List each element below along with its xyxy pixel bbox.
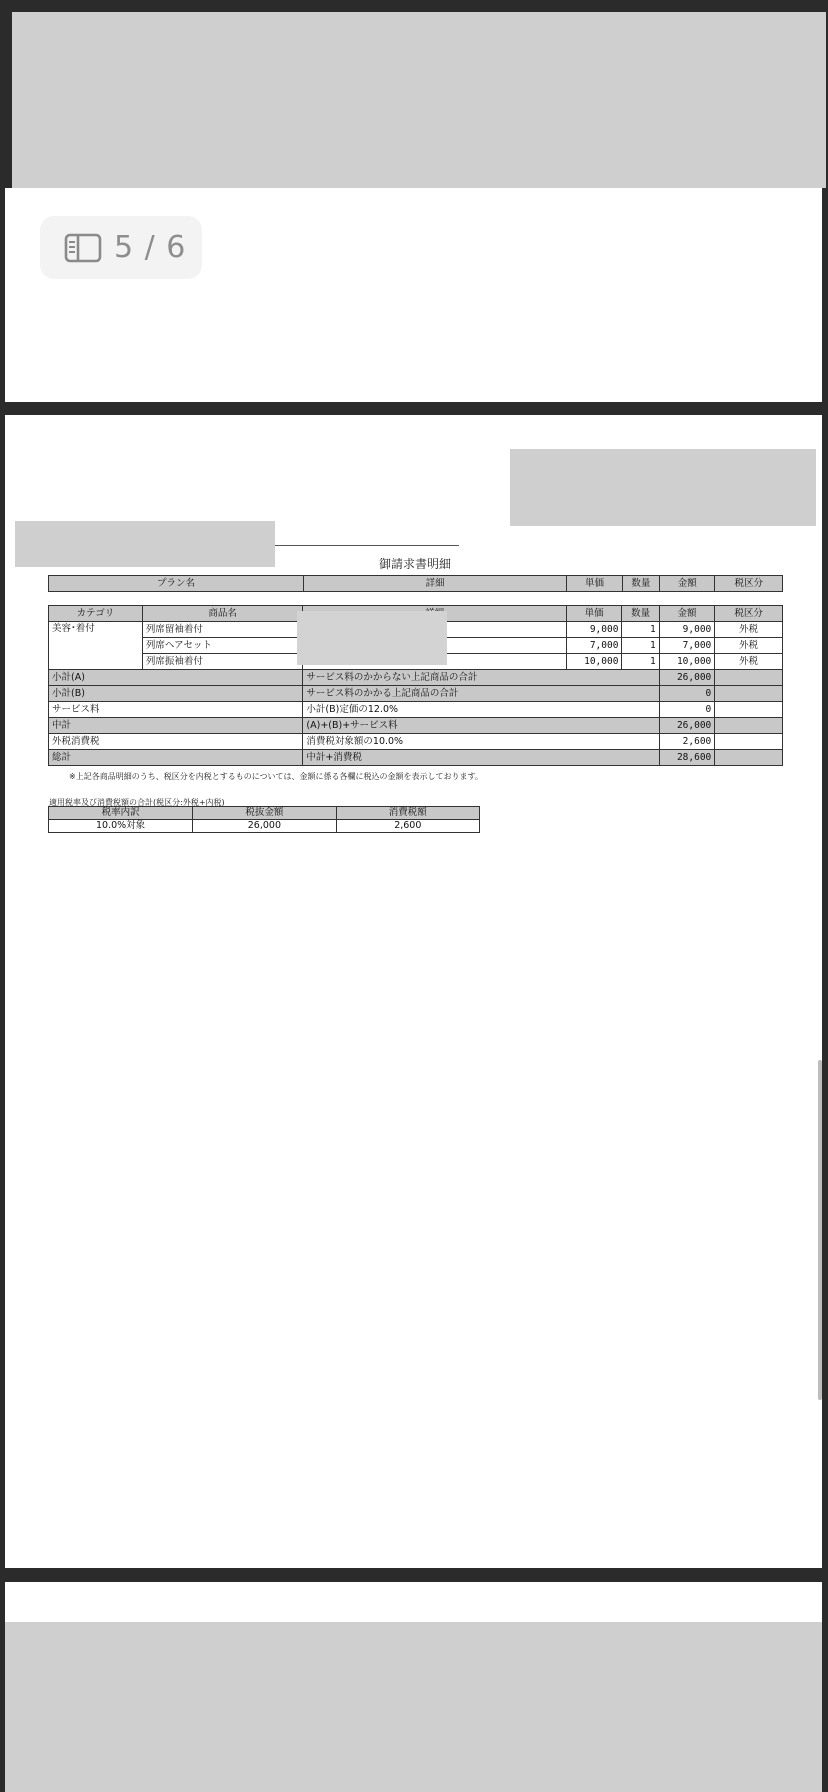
- summary-label: 外税消費税: [49, 734, 303, 750]
- summary-desc: サービス料のかかる上記商品の合計: [303, 686, 659, 702]
- summary-label: 小計(A): [49, 670, 303, 686]
- plan-table: [48, 575, 783, 592]
- summary-label: 中計: [49, 718, 303, 734]
- summary-desc: (A)+(B)+サービス料: [303, 718, 659, 734]
- summary-row: [49, 718, 783, 734]
- summary-label: 小計(B): [49, 686, 303, 702]
- redacted-footer-area: [5, 1622, 822, 1792]
- col-amount: 金額: [659, 606, 715, 622]
- amount: 10,000: [659, 654, 715, 670]
- col-qty: 数量: [622, 606, 659, 622]
- col-unit-price: 単価: [567, 576, 622, 592]
- summary-amount: 2,600: [659, 734, 715, 750]
- col-qty: 数量: [622, 576, 659, 592]
- redacted-detail-cells: [297, 611, 447, 665]
- redacted-header-area: [12, 12, 826, 188]
- summary-label: 総計: [49, 750, 303, 766]
- col-tax-type: 税区分: [715, 576, 783, 592]
- table-row: [49, 820, 480, 833]
- summary-desc: サービス料のかからない上記商品の合計: [303, 670, 659, 686]
- summary-amount: 0: [659, 686, 715, 702]
- quantity: 1: [622, 622, 659, 638]
- tax-amount: 2,600: [336, 820, 479, 833]
- product-name: 列席留袖着付: [142, 622, 303, 638]
- col-tax-rate: 税率内訳: [49, 807, 193, 820]
- amount: 7,000: [659, 638, 715, 654]
- amount: 9,000: [659, 622, 715, 638]
- unit-price: 10,000: [566, 654, 622, 670]
- unit-price: 7,000: [566, 638, 622, 654]
- summary-amount: 0: [659, 702, 715, 718]
- page-indicator[interactable]: [40, 216, 202, 279]
- tax-note: ※上記各商品明細のうち、税区分を内税とするものについては、金額に係る各欄に税込の金額を表示しております。: [69, 772, 483, 781]
- summary-desc: 消費税対象額の10.0%: [303, 734, 659, 750]
- quantity: 1: [622, 654, 659, 670]
- col-amount: 金額: [659, 576, 714, 592]
- summary-desc: 小計(B)定価の12.0%: [303, 702, 659, 718]
- summary-amount: 26,000: [659, 670, 715, 686]
- page-number-text: 5 / 6: [114, 230, 187, 265]
- product-name: 列席振袖着付: [142, 654, 303, 670]
- summary-row: [49, 702, 783, 718]
- tax-type: 外税: [715, 654, 783, 670]
- quantity: 1: [622, 638, 659, 654]
- tax-type: 外税: [715, 638, 783, 654]
- summary-desc: 中計+消費税: [303, 750, 659, 766]
- product-name: 列席ヘアセット: [142, 638, 303, 654]
- summary-amount: 28,600: [659, 750, 715, 766]
- tax-type: 外税: [715, 622, 783, 638]
- invoice-title: 御請求書明細: [378, 557, 451, 571]
- col-tax-amount: 消費税額: [336, 807, 479, 820]
- unit-price: 9,000: [566, 622, 622, 638]
- summary-label: サービス料: [49, 702, 303, 718]
- tax-summary-table: [48, 806, 480, 833]
- recipient-underline: [275, 545, 459, 546]
- summary-row: [49, 686, 783, 702]
- col-tax-type: 税区分: [715, 606, 783, 622]
- scrollbar[interactable]: [818, 1060, 822, 1400]
- invoice-page: [5, 415, 822, 1568]
- summary-row: [49, 734, 783, 750]
- col-detail: 詳細: [304, 576, 567, 592]
- col-pre-tax: 税抜金額: [193, 807, 336, 820]
- category-cell: 美容･着付: [49, 622, 143, 670]
- tax-rate: 10.0%対象: [49, 820, 193, 833]
- col-category: カテゴリ: [49, 606, 143, 622]
- summary-row: [49, 750, 783, 766]
- redacted-address-block: [510, 449, 816, 526]
- sidebar-panel-icon: [64, 233, 102, 263]
- summary-row: [49, 670, 783, 686]
- col-plan-name: プラン名: [49, 576, 304, 592]
- col-unit-price: 単価: [566, 606, 622, 622]
- pre-tax-amount: 26,000: [193, 820, 336, 833]
- summary-amount: 26,000: [659, 718, 715, 734]
- col-product: 商品名: [142, 606, 303, 622]
- tax-table-label: 適用税率及び消費税額の合計(税区分:外税+内税): [49, 798, 225, 807]
